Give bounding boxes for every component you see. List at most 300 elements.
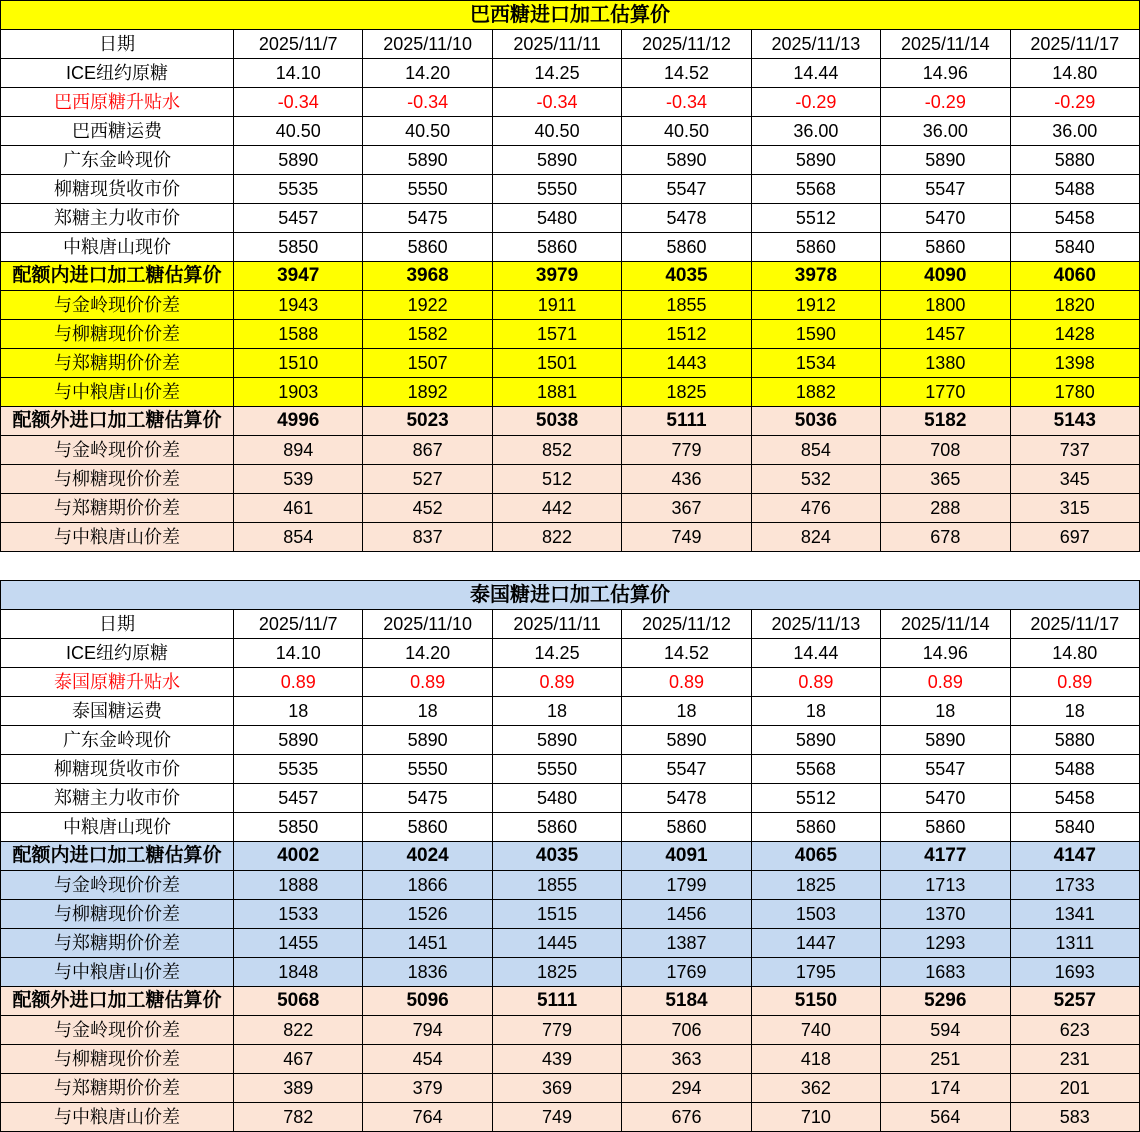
value-cell: 1769 [622, 958, 751, 987]
value-cell: 5111 [492, 987, 621, 1016]
value-cell: 1912 [751, 291, 880, 320]
value-cell: 824 [751, 523, 880, 552]
table-row [1, 378, 1140, 407]
value-cell: 14.20 [363, 59, 492, 88]
value-cell: 4147 [1010, 842, 1139, 871]
value-cell: 5568 [751, 175, 880, 204]
value-cell: 369 [492, 1074, 621, 1103]
value-cell: 1888 [234, 871, 363, 900]
row-label: 中粮唐山现价 [1, 813, 234, 842]
value-cell: 1380 [881, 349, 1010, 378]
table-row [1, 1074, 1140, 1103]
value-cell: 5860 [492, 813, 621, 842]
value-cell: 1820 [1010, 291, 1139, 320]
value-cell: 1387 [622, 929, 751, 958]
value-cell: 442 [492, 494, 621, 523]
value-cell: 5860 [751, 233, 880, 262]
value-cell: 779 [622, 436, 751, 465]
value-cell: 14.10 [234, 639, 363, 668]
value-cell: 5890 [363, 726, 492, 755]
value-cell: 5860 [363, 813, 492, 842]
value-cell: 4065 [751, 842, 880, 871]
value-cell: 837 [363, 523, 492, 552]
value-cell: 18 [622, 697, 751, 726]
table-row [1, 320, 1140, 349]
value-cell: 365 [881, 465, 1010, 494]
value-cell: 5890 [881, 146, 1010, 175]
value-cell: 5470 [881, 784, 1010, 813]
table-row [1, 639, 1140, 668]
value-cell: 5890 [363, 146, 492, 175]
value-cell: 5478 [622, 784, 751, 813]
value-cell: 1445 [492, 929, 621, 958]
value-cell: 5458 [1010, 784, 1139, 813]
value-cell: 5890 [234, 726, 363, 755]
value-cell: 36.00 [881, 117, 1010, 146]
value-cell: 710 [751, 1103, 880, 1132]
table-row [1, 233, 1140, 262]
value-cell: 4002 [234, 842, 363, 871]
value-cell: 5550 [363, 175, 492, 204]
row-label: 与中粮唐山价差 [1, 1103, 234, 1132]
date-header-cell: 2025/11/10 [363, 30, 492, 59]
value-cell: 40.50 [234, 117, 363, 146]
row-label: 与中粮唐山价差 [1, 378, 234, 407]
value-cell: 5475 [363, 784, 492, 813]
date-header-label: 日期 [1, 30, 234, 59]
table-row [1, 871, 1140, 900]
value-cell: 1451 [363, 929, 492, 958]
value-cell: 5096 [363, 987, 492, 1016]
row-label: 与中粮唐山价差 [1, 958, 234, 987]
row-label: 配额内进口加工糖估算价 [1, 842, 234, 871]
value-cell: 5488 [1010, 755, 1139, 784]
value-cell: 1848 [234, 958, 363, 987]
value-cell: 4060 [1010, 262, 1139, 291]
value-cell: 1693 [1010, 958, 1139, 987]
value-cell: 18 [363, 697, 492, 726]
value-cell: 1341 [1010, 900, 1139, 929]
value-cell: 5547 [881, 175, 1010, 204]
value-cell: 14.10 [234, 59, 363, 88]
value-cell: 5890 [881, 726, 1010, 755]
value-cell: 5850 [234, 813, 363, 842]
value-cell: 5550 [492, 755, 621, 784]
value-cell: 367 [622, 494, 751, 523]
value-cell: 5890 [751, 726, 880, 755]
value-cell: 5111 [622, 407, 751, 436]
value-cell: 467 [234, 1045, 363, 1074]
value-cell: 1855 [492, 871, 621, 900]
table-row [1, 88, 1140, 117]
value-cell: 288 [881, 494, 1010, 523]
value-cell: 5458 [1010, 204, 1139, 233]
row-label: 与柳糖现价价差 [1, 465, 234, 494]
table-row [1, 175, 1140, 204]
row-label: 与柳糖现价价差 [1, 1045, 234, 1074]
row-label: ICE纽约原糖 [1, 639, 234, 668]
value-cell: 0.89 [234, 668, 363, 697]
value-cell: 1795 [751, 958, 880, 987]
value-cell: 822 [234, 1016, 363, 1045]
table-row [1, 59, 1140, 88]
value-cell: -0.34 [234, 88, 363, 117]
value-cell: 852 [492, 436, 621, 465]
value-cell: -0.34 [622, 88, 751, 117]
value-cell: 1533 [234, 900, 363, 929]
value-cell: 4090 [881, 262, 1010, 291]
date-header-cell: 2025/11/7 [234, 30, 363, 59]
value-cell: 251 [881, 1045, 1010, 1074]
date-header-cell: 2025/11/13 [751, 30, 880, 59]
table-row [1, 784, 1140, 813]
value-cell: 1733 [1010, 871, 1139, 900]
value-cell: -0.29 [881, 88, 1010, 117]
row-label: 郑糖主力收市价 [1, 204, 234, 233]
value-cell: 894 [234, 436, 363, 465]
value-cell: 5478 [622, 204, 751, 233]
value-cell: -0.29 [1010, 88, 1139, 117]
value-cell: 5890 [234, 146, 363, 175]
value-cell: 854 [751, 436, 880, 465]
thailand-table-title: 泰国糖进口加工估算价 [1, 581, 1140, 610]
value-cell: 454 [363, 1045, 492, 1074]
value-cell: 452 [363, 494, 492, 523]
value-cell: 5860 [622, 233, 751, 262]
value-cell: 1512 [622, 320, 751, 349]
row-label: 巴西原糖升贴水 [1, 88, 234, 117]
row-label: 与金岭现价价差 [1, 436, 234, 465]
value-cell: 532 [751, 465, 880, 494]
value-cell: 14.96 [881, 639, 1010, 668]
value-cell: 5480 [492, 204, 621, 233]
value-cell: 5860 [881, 813, 1010, 842]
value-cell: 5470 [881, 204, 1010, 233]
value-cell: 0.89 [492, 668, 621, 697]
value-cell: 1943 [234, 291, 363, 320]
value-cell: 5860 [881, 233, 1010, 262]
value-cell: 5547 [881, 755, 1010, 784]
value-cell: 737 [1010, 436, 1139, 465]
value-cell: 389 [234, 1074, 363, 1103]
value-cell: 36.00 [1010, 117, 1139, 146]
row-label: 泰国糖运费 [1, 697, 234, 726]
value-cell: 5890 [492, 726, 621, 755]
value-cell: 461 [234, 494, 363, 523]
row-label: 与金岭现价价差 [1, 1016, 234, 1045]
value-cell: 40.50 [492, 117, 621, 146]
value-cell: 18 [751, 697, 880, 726]
row-label: 与中粮唐山价差 [1, 523, 234, 552]
value-cell: 5840 [1010, 813, 1139, 842]
value-cell: 4091 [622, 842, 751, 871]
value-cell: 379 [363, 1074, 492, 1103]
value-cell: 0.89 [1010, 668, 1139, 697]
value-cell: 1534 [751, 349, 880, 378]
date-header-cell: 2025/11/14 [881, 30, 1010, 59]
table-row [1, 726, 1140, 755]
date-header-row [1, 610, 1140, 639]
value-cell: 5480 [492, 784, 621, 813]
value-cell: 1855 [622, 291, 751, 320]
table-row [1, 291, 1140, 320]
value-cell: 14.44 [751, 59, 880, 88]
row-label: 与郑糖期价价差 [1, 1074, 234, 1103]
value-cell: 708 [881, 436, 1010, 465]
table-row [1, 436, 1140, 465]
value-cell: 5860 [751, 813, 880, 842]
value-cell: 5890 [492, 146, 621, 175]
value-cell: 418 [751, 1045, 880, 1074]
table-title-row [1, 581, 1140, 610]
value-cell: 749 [622, 523, 751, 552]
date-header-cell: 2025/11/12 [622, 30, 751, 59]
row-label: 中粮唐山现价 [1, 233, 234, 262]
value-cell: 14.52 [622, 639, 751, 668]
value-cell: 362 [751, 1074, 880, 1103]
value-cell: 1922 [363, 291, 492, 320]
date-header-label: 日期 [1, 610, 234, 639]
value-cell: 1713 [881, 871, 1010, 900]
value-cell: 1507 [363, 349, 492, 378]
table-row [1, 900, 1140, 929]
value-cell: 1590 [751, 320, 880, 349]
value-cell: 5550 [363, 755, 492, 784]
value-cell: 0.89 [622, 668, 751, 697]
value-cell: 1526 [363, 900, 492, 929]
value-cell: 1428 [1010, 320, 1139, 349]
value-cell: 5550 [492, 175, 621, 204]
value-cell: 5457 [234, 784, 363, 813]
row-label: 广东金岭现价 [1, 146, 234, 175]
value-cell: 1398 [1010, 349, 1139, 378]
table-row [1, 262, 1140, 291]
value-cell: 5880 [1010, 146, 1139, 175]
table-row [1, 349, 1140, 378]
value-cell: 5568 [751, 755, 880, 784]
table-row [1, 117, 1140, 146]
row-label: 与柳糖现价价差 [1, 320, 234, 349]
value-cell: 5023 [363, 407, 492, 436]
value-cell: 1825 [751, 871, 880, 900]
value-cell: 439 [492, 1045, 621, 1074]
value-cell: -0.34 [363, 88, 492, 117]
value-cell: 14.96 [881, 59, 1010, 88]
value-cell: 527 [363, 465, 492, 494]
value-cell: 1892 [363, 378, 492, 407]
value-cell: 676 [622, 1103, 751, 1132]
value-cell: 5143 [1010, 407, 1139, 436]
table-row [1, 146, 1140, 175]
value-cell: 14.20 [363, 639, 492, 668]
value-cell: 40.50 [622, 117, 751, 146]
value-cell: 5860 [492, 233, 621, 262]
value-cell: 18 [881, 697, 1010, 726]
value-cell: 5150 [751, 987, 880, 1016]
value-cell: 345 [1010, 465, 1139, 494]
table-row [1, 668, 1140, 697]
value-cell: 363 [622, 1045, 751, 1074]
value-cell: 5036 [751, 407, 880, 436]
value-cell: 5475 [363, 204, 492, 233]
date-header-cell: 2025/11/17 [1010, 610, 1139, 639]
row-label: 广东金岭现价 [1, 726, 234, 755]
value-cell: 5890 [622, 726, 751, 755]
value-cell: 294 [622, 1074, 751, 1103]
date-header-cell: 2025/11/7 [234, 610, 363, 639]
row-label: 与郑糖期价价差 [1, 494, 234, 523]
table-row [1, 465, 1140, 494]
value-cell: 740 [751, 1016, 880, 1045]
table-row [1, 755, 1140, 784]
row-label: 与金岭现价价差 [1, 291, 234, 320]
value-cell: 1800 [881, 291, 1010, 320]
value-cell: 5860 [622, 813, 751, 842]
value-cell: 4035 [492, 842, 621, 871]
value-cell: 539 [234, 465, 363, 494]
row-label: 配额内进口加工糖估算价 [1, 262, 234, 291]
date-header-row [1, 30, 1140, 59]
table-row [1, 842, 1140, 871]
value-cell: 5547 [622, 755, 751, 784]
value-cell: 201 [1010, 1074, 1139, 1103]
value-cell: 512 [492, 465, 621, 494]
table-row [1, 1016, 1140, 1045]
value-cell: 3978 [751, 262, 880, 291]
row-label: 配额外进口加工糖估算价 [1, 407, 234, 436]
value-cell: 1501 [492, 349, 621, 378]
value-cell: 867 [363, 436, 492, 465]
row-label: 与金岭现价价差 [1, 871, 234, 900]
value-cell: 1836 [363, 958, 492, 987]
value-cell: 749 [492, 1103, 621, 1132]
row-label: 柳糖现货收市价 [1, 175, 234, 204]
value-cell: 1311 [1010, 929, 1139, 958]
row-label: 郑糖主力收市价 [1, 784, 234, 813]
value-cell: 794 [363, 1016, 492, 1045]
value-cell: 764 [363, 1103, 492, 1132]
date-header-cell: 2025/11/10 [363, 610, 492, 639]
row-label: 泰国原糖升贴水 [1, 668, 234, 697]
row-label: ICE纽约原糖 [1, 59, 234, 88]
value-cell: 1911 [492, 291, 621, 320]
value-cell: 1457 [881, 320, 1010, 349]
brazil-price-table [0, 0, 1140, 552]
value-cell: 1370 [881, 900, 1010, 929]
value-cell: 1683 [881, 958, 1010, 987]
value-cell: 1881 [492, 378, 621, 407]
date-header-cell: 2025/11/14 [881, 610, 1010, 639]
table-row [1, 958, 1140, 987]
value-cell: 4996 [234, 407, 363, 436]
value-cell: 779 [492, 1016, 621, 1045]
table-row [1, 813, 1140, 842]
date-header-cell: 2025/11/17 [1010, 30, 1139, 59]
value-cell: 5850 [234, 233, 363, 262]
table-row [1, 697, 1140, 726]
value-cell: 1866 [363, 871, 492, 900]
value-cell: 5840 [1010, 233, 1139, 262]
value-cell: 1515 [492, 900, 621, 929]
value-cell: 5512 [751, 204, 880, 233]
value-cell: 5457 [234, 204, 363, 233]
table-row [1, 929, 1140, 958]
date-header-cell: 2025/11/12 [622, 610, 751, 639]
table-row [1, 523, 1140, 552]
value-cell: 5488 [1010, 175, 1139, 204]
value-cell: 5296 [881, 987, 1010, 1016]
value-cell: 1510 [234, 349, 363, 378]
value-cell: 1780 [1010, 378, 1139, 407]
value-cell: 14.80 [1010, 639, 1139, 668]
value-cell: 1770 [881, 378, 1010, 407]
value-cell: 18 [234, 697, 363, 726]
value-cell: 5547 [622, 175, 751, 204]
value-cell: 564 [881, 1103, 1010, 1132]
value-cell: 0.89 [881, 668, 1010, 697]
value-cell: 1455 [234, 929, 363, 958]
row-label: 与柳糖现价价差 [1, 900, 234, 929]
value-cell: 5860 [363, 233, 492, 262]
value-cell: 1825 [492, 958, 621, 987]
table-row [1, 494, 1140, 523]
value-cell: 5535 [234, 755, 363, 784]
date-header-cell: 2025/11/11 [492, 610, 621, 639]
brazil-table-title: 巴西糖进口加工估算价 [1, 1, 1140, 30]
value-cell: 1588 [234, 320, 363, 349]
value-cell: 678 [881, 523, 1010, 552]
value-cell: 0.89 [363, 668, 492, 697]
value-cell: 5182 [881, 407, 1010, 436]
value-cell: 18 [492, 697, 621, 726]
row-label: 与郑糖期价价差 [1, 929, 234, 958]
value-cell: 594 [881, 1016, 1010, 1045]
value-cell: 3968 [363, 262, 492, 291]
value-cell: 1503 [751, 900, 880, 929]
value-cell: 623 [1010, 1016, 1139, 1045]
value-cell: 5068 [234, 987, 363, 1016]
table-gap [0, 552, 1140, 580]
value-cell: 5890 [751, 146, 880, 175]
thailand-price-table [0, 580, 1140, 1132]
value-cell: 1571 [492, 320, 621, 349]
value-cell: 14.44 [751, 639, 880, 668]
value-cell: 14.80 [1010, 59, 1139, 88]
value-cell: 3979 [492, 262, 621, 291]
value-cell: 5184 [622, 987, 751, 1016]
value-cell: 14.25 [492, 639, 621, 668]
value-cell: 0.89 [751, 668, 880, 697]
value-cell: 697 [1010, 523, 1139, 552]
value-cell: 583 [1010, 1103, 1139, 1132]
value-cell: 1903 [234, 378, 363, 407]
value-cell: 36.00 [751, 117, 880, 146]
value-cell: -0.34 [492, 88, 621, 117]
value-cell: 174 [881, 1074, 1010, 1103]
value-cell: -0.29 [751, 88, 880, 117]
value-cell: 1882 [751, 378, 880, 407]
table-row [1, 987, 1140, 1016]
value-cell: 854 [234, 523, 363, 552]
value-cell: 5880 [1010, 726, 1139, 755]
value-cell: 4024 [363, 842, 492, 871]
value-cell: 436 [622, 465, 751, 494]
value-cell: 5890 [622, 146, 751, 175]
value-cell: 5512 [751, 784, 880, 813]
value-cell: 315 [1010, 494, 1139, 523]
value-cell: 40.50 [363, 117, 492, 146]
value-cell: 1443 [622, 349, 751, 378]
